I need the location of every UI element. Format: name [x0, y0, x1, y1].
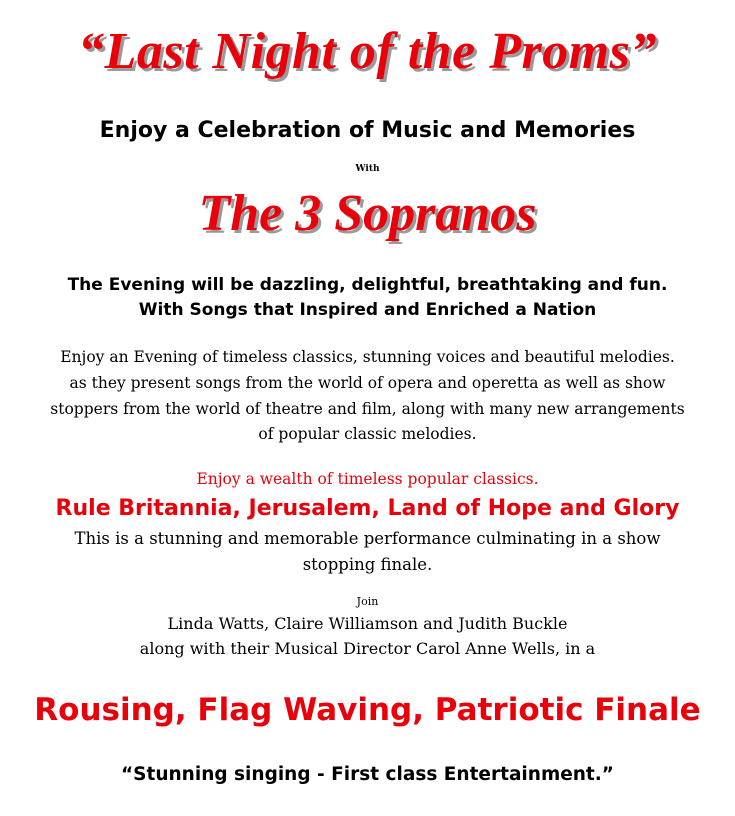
performance-line-2: stopping finale. [302, 555, 433, 574]
join-label: Join [356, 595, 379, 608]
group-name: The 3 Sopranos [198, 185, 537, 242]
review-quote: “Stunning singing - First class Entertainment.” [121, 764, 614, 785]
event-subtitle: Enjoy a Celebration of Music and Memories [99, 118, 636, 143]
tagline-line-2: With Songs that Inspired and Enriched a Nation [138, 300, 597, 320]
description-line-3: stoppers from the world of theatre and film, along with many new arrangements [50, 400, 685, 418]
description-line-2: as they present songs from the world of opera and operetta as well as show [69, 374, 666, 392]
classics-intro: Enjoy a wealth of timeless popular classics. [196, 470, 539, 488]
event-title: “Last Night of the Proms” [78, 23, 657, 80]
description-line-4: of popular classic melodies. [258, 425, 477, 443]
tagline-line-1: The Evening will be dazzling, delightful, breathtaking and fun. [67, 275, 668, 295]
with-label: With [355, 164, 380, 174]
performance-line-1: This is a stunning and memorable performance culminating in a show [74, 529, 661, 548]
finale-heading: Rousing, Flag Waving, Patriotic Finale [34, 692, 701, 728]
performers-line-1: Linda Watts, Claire Williamson and Judith Buckle [167, 614, 568, 633]
description-line-1: Enjoy an Evening of timeless classics, stunning voices and beautiful melodies. [60, 348, 675, 366]
performers-line-2: along with their Musical Director Carol Anne Wells, in a [139, 639, 596, 658]
featured-songs: Rule Britannia, Jerusalem, Land of Hope and Glory [55, 496, 680, 521]
